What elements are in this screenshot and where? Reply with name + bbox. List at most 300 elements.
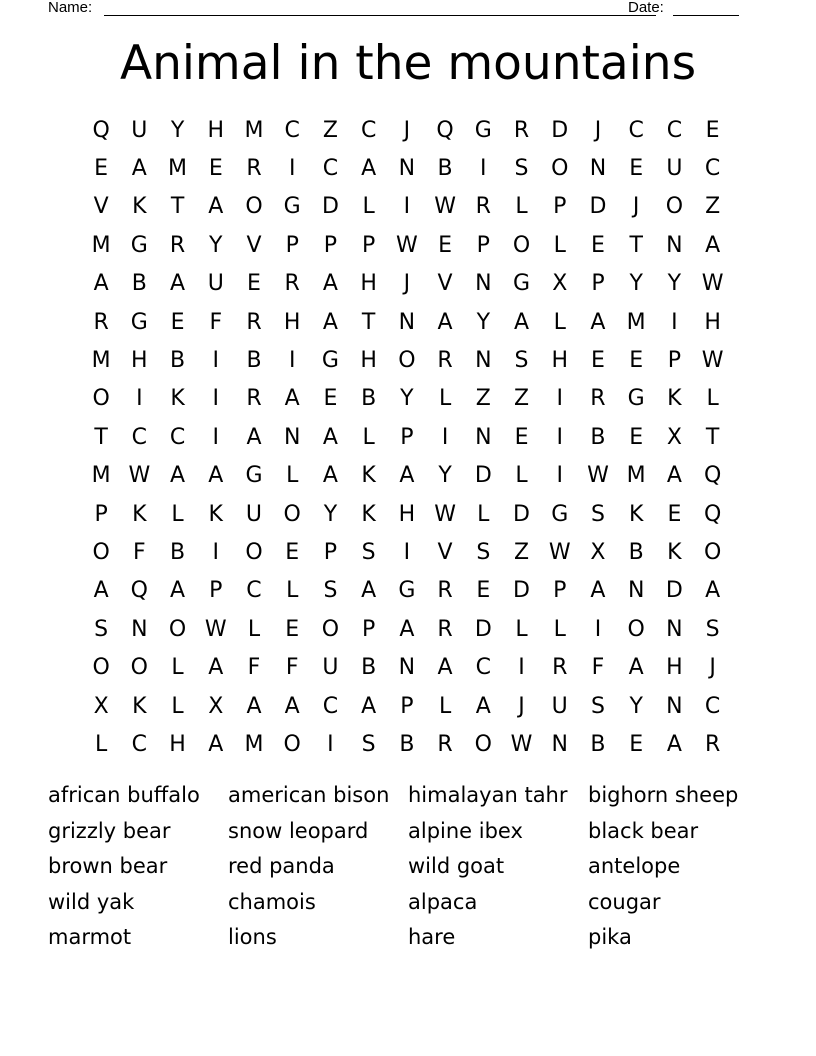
grid-letter[interactable]: Y	[476, 309, 491, 335]
grid-letter[interactable]: R	[246, 386, 262, 412]
grid-letter[interactable]: K	[208, 501, 223, 527]
grid-letter[interactable]: J	[632, 194, 640, 220]
grid-letter[interactable]: O	[130, 655, 148, 681]
grid-letter[interactable]: W	[701, 271, 724, 297]
grid-letter[interactable]: I	[556, 424, 563, 450]
grid-letter[interactable]: C	[475, 655, 491, 681]
grid-letter[interactable]: G	[398, 578, 416, 604]
grid-letter[interactable]: R	[169, 232, 186, 258]
grid-letter[interactable]: V	[437, 271, 453, 297]
grid-letter[interactable]: B	[399, 731, 415, 757]
grid-letter[interactable]: X	[590, 539, 606, 565]
grid-letter[interactable]: A	[590, 309, 606, 335]
grid-letter[interactable]: I	[403, 194, 411, 220]
grid-row	[82, 687, 732, 725]
grid-letter[interactable]: N	[398, 156, 416, 182]
grid-letter[interactable]: I	[441, 424, 449, 450]
grid-letter[interactable]: G	[283, 194, 301, 220]
grid-letter[interactable]: E	[591, 232, 605, 258]
grid-letter[interactable]: H	[666, 655, 683, 681]
name-line[interactable]	[104, 15, 656, 16]
grid-letter[interactable]: H	[704, 309, 721, 335]
grid-letter[interactable]: U	[207, 271, 224, 297]
grid-letter[interactable]: S	[590, 693, 605, 719]
word-bank-item: alpaca	[408, 889, 478, 914]
grid-letter[interactable]: P	[553, 578, 567, 604]
grid-letter[interactable]: O	[474, 731, 492, 757]
grid-letter[interactable]: F	[209, 309, 223, 335]
grid-letter[interactable]: L	[171, 655, 184, 681]
grid-letter[interactable]: P	[400, 424, 414, 450]
grid-row	[82, 495, 732, 533]
grid-letter[interactable]: E	[514, 424, 529, 450]
grid-letter[interactable]: E	[170, 309, 185, 335]
grid-letter[interactable]: T	[629, 232, 643, 258]
grid-letter[interactable]: D	[589, 194, 607, 220]
grid-letter[interactable]: F	[285, 655, 299, 681]
grid-letter[interactable]: K	[667, 386, 682, 412]
grid-letter[interactable]: M	[626, 463, 646, 489]
grid-letter[interactable]: S	[361, 539, 376, 565]
grid-letter[interactable]: A	[170, 271, 186, 297]
grid-letter[interactable]: E	[667, 501, 682, 527]
grid-letter[interactable]: H	[398, 501, 416, 527]
grid-letter[interactable]: E	[629, 731, 644, 757]
grid-letter[interactable]: O	[283, 501, 301, 527]
grid-letter[interactable]: P	[323, 232, 338, 258]
grid-letter[interactable]: X	[552, 271, 568, 297]
grid-letter[interactable]: A	[399, 463, 415, 489]
grid-letter[interactable]: I	[136, 386, 143, 412]
grid-letter[interactable]: G	[245, 463, 263, 489]
grid-letter[interactable]: P	[94, 501, 108, 527]
grid-letter[interactable]: C	[284, 117, 300, 143]
grid-letter[interactable]: V	[437, 539, 453, 565]
grid-letter[interactable]: B	[361, 386, 377, 412]
grid-letter[interactable]: W	[510, 731, 533, 757]
grid-letter[interactable]: A	[628, 655, 644, 681]
grid-letter[interactable]: E	[285, 616, 300, 642]
grid-letter[interactable]: F	[133, 539, 146, 565]
grid-letter[interactable]: P	[476, 232, 490, 258]
grid-letter[interactable]: C	[131, 424, 148, 450]
grid-letter[interactable]: P	[591, 271, 605, 297]
grid-letter[interactable]: Y	[667, 271, 682, 297]
grid-letter[interactable]: J	[403, 117, 411, 143]
grid-letter[interactable]: N	[398, 309, 416, 335]
grid-letter[interactable]: P	[400, 693, 414, 719]
grid-letter[interactable]: L	[553, 616, 566, 642]
grid-letter[interactable]: Y	[438, 463, 452, 489]
grid-letter[interactable]: A	[399, 616, 415, 642]
grid-letter[interactable]: A	[131, 156, 147, 182]
grid-letter[interactable]: G	[627, 386, 645, 412]
grid-letter[interactable]: G	[130, 232, 148, 258]
grid-letter[interactable]: C	[322, 156, 339, 182]
grid-letter[interactable]: P	[667, 348, 682, 374]
grid-letter[interactable]: L	[247, 616, 261, 642]
grid-letter[interactable]: Q	[130, 578, 148, 604]
grid-letter[interactable]: A	[361, 578, 377, 604]
grid-letter[interactable]: A	[208, 655, 224, 681]
grid-letter[interactable]: T	[94, 424, 108, 450]
grid-letter[interactable]: E	[705, 117, 720, 143]
grid-letter[interactable]: A	[513, 309, 530, 335]
grid-letter[interactable]: A	[475, 693, 491, 719]
grid-letter[interactable]: K	[132, 194, 147, 220]
grid-letter[interactable]: W	[701, 348, 724, 374]
grid-letter[interactable]: E	[591, 348, 605, 374]
grid-letter[interactable]: L	[438, 693, 452, 719]
grid-letter[interactable]: H	[131, 348, 148, 374]
grid-letter[interactable]: Y	[209, 232, 223, 258]
grid-letter[interactable]: P	[362, 616, 376, 642]
grid-letter[interactable]: S	[323, 578, 338, 604]
grid-letter[interactable]: L	[515, 463, 528, 489]
grid-letter[interactable]: N	[589, 156, 607, 182]
grid-letter[interactable]: I	[212, 348, 220, 374]
grid-letter[interactable]: N	[475, 271, 492, 297]
grid-letter[interactable]: B	[361, 655, 377, 681]
grid-letter[interactable]: C	[628, 117, 644, 143]
grid-letter[interactable]: W	[204, 616, 227, 642]
grid-letter[interactable]: I	[480, 156, 487, 182]
grid-letter[interactable]: B	[437, 156, 453, 182]
grid-letter[interactable]: B	[170, 348, 186, 374]
grid-letter[interactable]: M	[244, 117, 264, 143]
grid-letter[interactable]: P	[553, 194, 567, 220]
grid-letter[interactable]: P	[362, 232, 376, 258]
grid-letter[interactable]: C	[704, 693, 721, 719]
grid-letter[interactable]: R	[475, 194, 491, 220]
grid-letter[interactable]: J	[594, 117, 602, 143]
grid-letter[interactable]: N	[475, 348, 492, 374]
grid-letter[interactable]: L	[362, 194, 375, 220]
grid-letter[interactable]: M	[168, 156, 188, 182]
grid-letter[interactable]: B	[131, 271, 147, 297]
grid-letter[interactable]: O	[512, 232, 531, 258]
grid-letter[interactable]: L	[362, 424, 375, 450]
grid-letter[interactable]: C	[246, 578, 262, 604]
grid-letter[interactable]: K	[132, 501, 147, 527]
grid-letter[interactable]: Q	[92, 117, 110, 143]
grid-letter[interactable]: R	[246, 156, 262, 182]
grid-letter[interactable]: T	[705, 424, 720, 450]
grid-letter[interactable]: Z	[513, 539, 530, 565]
grid-letter[interactable]: D	[551, 117, 569, 143]
grid-letter[interactable]: H	[283, 309, 301, 335]
grid-letter[interactable]: O	[245, 194, 263, 220]
grid-letter[interactable]: N	[627, 578, 645, 604]
grid-letter[interactable]: A	[361, 156, 377, 182]
grid-letter[interactable]: O	[665, 194, 684, 220]
grid-letter[interactable]: S	[705, 616, 720, 642]
grid-letter[interactable]: I	[556, 463, 563, 489]
grid-letter[interactable]: R	[552, 655, 568, 681]
grid-letter[interactable]: W	[587, 463, 609, 489]
grid-letter[interactable]: A	[361, 693, 377, 719]
grid-letter[interactable]: W	[434, 194, 456, 220]
grid-letter[interactable]: R	[284, 271, 300, 297]
grid-letter[interactable]: L	[94, 731, 108, 757]
grid-letter[interactable]: N	[283, 424, 301, 450]
grid-letter[interactable]: V	[93, 194, 109, 220]
grid-letter[interactable]: I	[594, 616, 602, 642]
grid-letter[interactable]: E	[438, 232, 453, 258]
grid-letter[interactable]: N	[475, 424, 492, 450]
grid-letter[interactable]: Y	[170, 117, 185, 143]
grid-letter[interactable]: A	[322, 463, 338, 489]
grid-letter[interactable]: B	[170, 539, 186, 565]
grid-letter[interactable]: Q	[436, 117, 454, 143]
grid-letter[interactable]: Y	[400, 386, 414, 412]
grid-letter[interactable]: L	[171, 501, 184, 527]
grid-letter[interactable]: Q	[703, 501, 722, 527]
grid-letter[interactable]: M	[91, 463, 111, 489]
grid-letter[interactable]: U	[322, 655, 339, 681]
grid-letter[interactable]: X	[93, 693, 109, 719]
grid-letter[interactable]: N	[551, 731, 568, 757]
grid-letter[interactable]: A	[208, 731, 224, 757]
grid-letter[interactable]: A	[590, 578, 606, 604]
grid-letter[interactable]: I	[556, 386, 563, 412]
grid-letter[interactable]: J	[518, 693, 525, 719]
grid-letter[interactable]: C	[360, 117, 377, 143]
grid-letter[interactable]: A	[208, 194, 224, 220]
grid-letter[interactable]: R	[437, 348, 453, 374]
grid-letter[interactable]: G	[512, 271, 531, 297]
grid-letter[interactable]: E	[629, 156, 644, 182]
grid-letter[interactable]: O	[245, 539, 263, 565]
grid-letter[interactable]: L	[286, 578, 299, 604]
grid-letter[interactable]: A	[93, 271, 109, 297]
grid-letter[interactable]: R	[437, 616, 453, 642]
grid-letter[interactable]: U	[131, 117, 148, 143]
grid-letter[interactable]: E	[94, 156, 109, 182]
grid-letter[interactable]: D	[321, 194, 339, 220]
grid-letter[interactable]: T	[361, 309, 376, 335]
grid-letter[interactable]: R	[590, 386, 606, 412]
grid-letter[interactable]: X	[208, 693, 224, 719]
grid-letter[interactable]: K	[170, 386, 185, 412]
grid-letter[interactable]: S	[590, 501, 605, 527]
grid-letter[interactable]: M	[91, 232, 111, 258]
grid-letter[interactable]: Y	[629, 271, 643, 297]
grid-letter[interactable]: S	[361, 731, 376, 757]
grid-letter[interactable]: B	[246, 348, 262, 374]
grid-letter[interactable]: L	[553, 232, 566, 258]
page-title: Animal in the mountains	[119, 36, 697, 91]
grid-letter[interactable]: A	[246, 424, 262, 450]
grid-letter[interactable]: K	[132, 693, 147, 719]
grid-letter[interactable]: G	[321, 348, 339, 374]
grid-letter[interactable]: A	[322, 424, 338, 450]
grid-letter[interactable]: E	[285, 539, 300, 565]
grid-letter[interactable]: Y	[323, 501, 338, 527]
grid-letter[interactable]: F	[591, 655, 605, 681]
grid-letter[interactable]: A	[322, 309, 338, 335]
grid-letter[interactable]: O	[321, 616, 340, 642]
grid-letter[interactable]: Z	[322, 117, 338, 143]
grid-letter[interactable]: I	[327, 731, 334, 757]
grid-letter[interactable]: C	[169, 424, 186, 450]
grid-letter[interactable]: I	[671, 309, 678, 335]
grid-letter[interactable]: E	[629, 348, 644, 374]
grid-letter[interactable]: C	[666, 117, 683, 143]
grid-letter[interactable]: D	[474, 463, 492, 489]
grid-letter[interactable]: O	[398, 348, 416, 374]
grid-letter[interactable]: D	[513, 501, 530, 527]
grid-letter[interactable]: Q	[703, 463, 722, 489]
grid-letter[interactable]: R	[246, 309, 262, 335]
grid-letter[interactable]: K	[667, 539, 682, 565]
grid-letter[interactable]: A	[666, 731, 682, 757]
grid-letter[interactable]: A	[170, 463, 186, 489]
word-bank-item: cougar	[588, 889, 661, 914]
word-bank-item: marmot	[48, 925, 132, 949]
grid-letter[interactable]: A	[437, 655, 453, 681]
grid-letter[interactable]: K	[628, 501, 644, 527]
grid-letter[interactable]: H	[207, 117, 225, 143]
grid-letter[interactable]: A	[284, 386, 300, 412]
grid-letter[interactable]: D	[513, 578, 530, 604]
grid-letter[interactable]: A	[93, 578, 109, 604]
grid-letter[interactable]: L	[515, 616, 528, 642]
grid-letter[interactable]: R	[93, 309, 109, 335]
grid-letter[interactable]: S	[514, 348, 529, 374]
grid-letter[interactable]: L	[515, 194, 528, 220]
grid-letter[interactable]: W	[395, 232, 418, 258]
grid-letter[interactable]: L	[438, 386, 452, 412]
grid-letter[interactable]: N	[666, 693, 683, 719]
grid-letter[interactable]: W	[434, 501, 456, 527]
grid-letter[interactable]: Z	[475, 386, 491, 412]
grid-letter[interactable]: E	[629, 424, 644, 450]
grid-letter[interactable]: O	[551, 156, 569, 182]
grid-letter[interactable]: C	[131, 731, 148, 757]
grid-letter[interactable]: B	[590, 731, 606, 757]
grid-letter[interactable]: N	[398, 655, 416, 681]
grid-letter[interactable]: R	[513, 117, 530, 143]
grid-letter[interactable]: C	[704, 156, 721, 182]
grid-letter[interactable]: R	[437, 578, 453, 604]
grid-letter[interactable]: H	[551, 348, 568, 374]
grid-letter[interactable]: A	[705, 578, 721, 604]
grid-letter[interactable]: P	[323, 539, 338, 565]
date-line[interactable]	[673, 15, 739, 16]
grid-letter[interactable]: B	[628, 539, 644, 565]
grid-letter[interactable]: N	[666, 232, 683, 258]
grid-letter[interactable]: C	[322, 693, 339, 719]
grid-row	[82, 265, 732, 303]
grid-letter[interactable]: A	[284, 693, 300, 719]
grid-letter[interactable]: R	[704, 731, 721, 757]
grid-letter[interactable]: B	[590, 424, 606, 450]
grid-letter[interactable]: G	[551, 501, 569, 527]
grid-letter[interactable]: D	[665, 578, 683, 604]
grid-letter[interactable]: O	[92, 655, 110, 681]
grid-letter[interactable]: Y	[629, 693, 643, 719]
grid-letter[interactable]: N	[666, 616, 683, 642]
grid-letter[interactable]: A	[246, 693, 262, 719]
grid-letter[interactable]: L	[706, 386, 719, 412]
grid-letter[interactable]: A	[170, 578, 186, 604]
grid-letter[interactable]: A	[208, 463, 224, 489]
grid-letter[interactable]: O	[627, 616, 645, 642]
grid-letter[interactable]: I	[288, 348, 296, 374]
grid-letter[interactable]: L	[553, 309, 566, 335]
grid-letter[interactable]: A	[705, 232, 721, 258]
grid-letter[interactable]: J	[403, 271, 411, 297]
grid-letter[interactable]: J	[709, 655, 716, 681]
grid-letter[interactable]: F	[247, 655, 261, 681]
grid-letter[interactable]: O	[283, 731, 301, 757]
grid-letter[interactable]: G	[474, 117, 492, 143]
grid-letter[interactable]: P	[285, 232, 299, 258]
grid-letter[interactable]: O	[703, 539, 722, 565]
word-bank-item: antelope	[588, 854, 681, 878]
grid-letter[interactable]: I	[403, 539, 411, 565]
grid-letter[interactable]: M	[244, 731, 264, 757]
grid-letter[interactable]: L	[477, 501, 490, 527]
grid-letter[interactable]: M	[91, 348, 111, 374]
grid-letter[interactable]: E	[247, 271, 261, 297]
grid-letter[interactable]: N	[131, 616, 148, 642]
grid-letter[interactable]: H	[360, 271, 377, 297]
grid-letter[interactable]: P	[209, 578, 223, 604]
grid-letter[interactable]: E	[323, 386, 338, 412]
grid-letter[interactable]: L	[286, 463, 299, 489]
grid-letter[interactable]: S	[514, 156, 529, 182]
grid-letter[interactable]: E	[208, 156, 223, 182]
grid-letter[interactable]: O	[92, 386, 110, 412]
grid-letter[interactable]: S	[94, 616, 109, 642]
grid-letter[interactable]: W	[548, 539, 571, 565]
grid-letter[interactable]: T	[170, 194, 185, 220]
grid-letter[interactable]: I	[212, 386, 220, 412]
grid-letter[interactable]: Z	[705, 194, 721, 220]
grid-letter[interactable]: A	[322, 271, 338, 297]
grid-letter[interactable]: V	[246, 232, 262, 258]
grid-letter[interactable]: S	[476, 539, 491, 565]
grid-letter[interactable]: U	[551, 693, 568, 719]
grid-letter[interactable]: E	[476, 578, 491, 604]
grid-letter[interactable]: I	[212, 424, 220, 450]
grid-letter[interactable]: R	[437, 731, 453, 757]
word-bank-item: himalayan tahr	[408, 783, 568, 807]
grid-letter[interactable]: U	[666, 156, 683, 182]
grid-letter[interactable]: H	[360, 348, 377, 374]
grid-letter[interactable]: K	[361, 501, 376, 527]
grid-letter[interactable]: H	[169, 731, 186, 757]
grid-letter[interactable]: I	[288, 156, 296, 182]
grid-letter[interactable]: O	[92, 539, 110, 565]
grid-letter[interactable]: I	[518, 655, 525, 681]
grid-letter[interactable]: A	[437, 309, 453, 335]
grid-letter[interactable]: O	[168, 616, 187, 642]
grid-letter[interactable]: I	[212, 539, 220, 565]
grid-letter[interactable]: U	[245, 501, 263, 527]
grid-letter[interactable]: M	[626, 309, 646, 335]
grid-letter[interactable]: K	[361, 463, 376, 489]
grid-letter[interactable]: L	[171, 693, 184, 719]
grid-letter[interactable]: D	[474, 616, 492, 642]
grid-letter[interactable]: A	[666, 463, 682, 489]
grid-letter[interactable]: Z	[513, 386, 530, 412]
grid-letter[interactable]: W	[128, 463, 151, 489]
grid-letter[interactable]: G	[130, 309, 148, 335]
grid-letter[interactable]: X	[666, 424, 682, 450]
